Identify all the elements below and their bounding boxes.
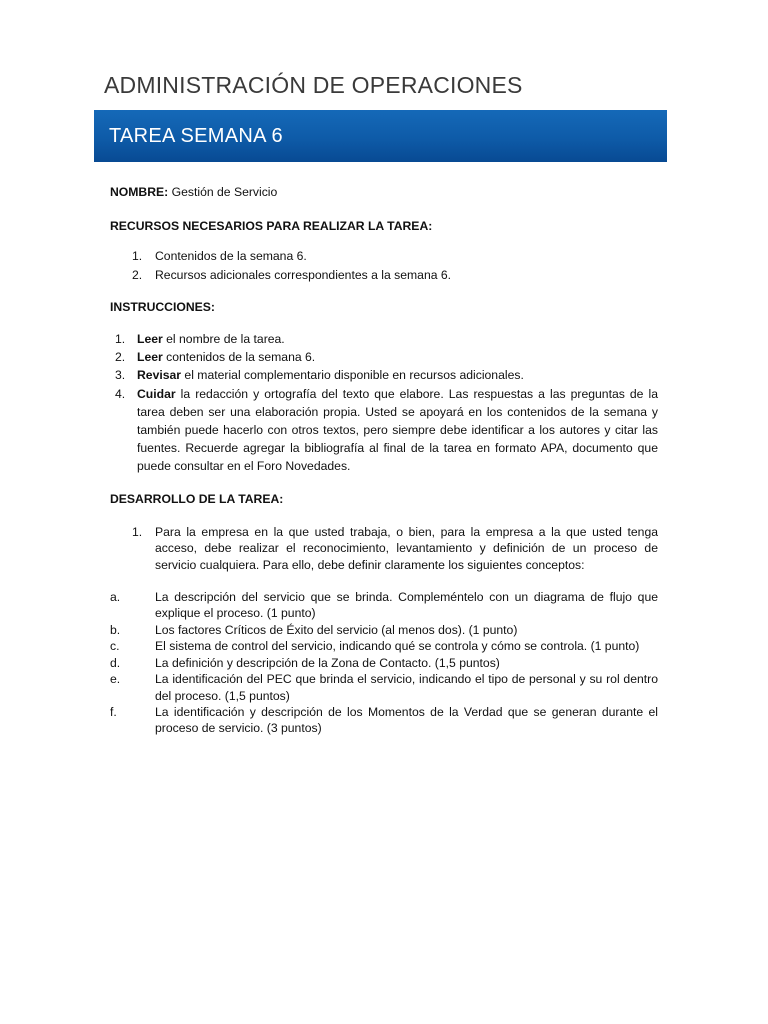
list-letter: f. xyxy=(110,704,117,719)
list-text: Recursos adicionales correspondientes a la semana 6. xyxy=(155,267,452,282)
list-number: 1. xyxy=(132,524,143,539)
list-letter: a. xyxy=(110,590,121,605)
list-number: 4. xyxy=(115,386,126,401)
list-item xyxy=(110,385,658,476)
concept-text: La definición y descripción de la Zona de Contacto. (1,5 puntos) xyxy=(155,655,500,670)
list-number: 2. xyxy=(115,350,126,365)
list-item xyxy=(110,366,658,384)
instructions-heading: INSTRUCCIONES: xyxy=(110,299,215,314)
resources-heading: RECURSOS NECESARIOS PARA REALIZAR LA TAREA: xyxy=(110,219,433,234)
list-item xyxy=(110,348,658,366)
list-text: Contenidos de la semana 6. xyxy=(155,249,307,264)
name-label: NOMBRE: xyxy=(110,185,169,199)
instruction-text: contenidos de la semana 6. xyxy=(162,350,316,365)
name-value: Gestión de Servicio xyxy=(168,185,278,199)
course-title: ADMINISTRACIÓN DE OPERACIONES xyxy=(104,72,523,98)
instructions-list xyxy=(110,330,658,476)
concept-text: La identificación del PEC que brinda el servicio, indicando el tipo de personal y su rol dentro del proceso. (1,5 puntos) xyxy=(155,672,658,703)
list-item xyxy=(110,671,658,704)
list-number: 2. xyxy=(132,267,143,282)
list-number: 1. xyxy=(115,332,126,347)
name-line xyxy=(110,183,658,201)
development-block xyxy=(110,524,658,737)
list-letter: b. xyxy=(110,622,121,637)
instruction-text: el nombre de la tarea. xyxy=(162,332,285,347)
concept-text: La identificación y descripción de los Momentos de la Verdad que se generan durante el proceso de servicio. (3 puntos) xyxy=(155,704,658,736)
list-item xyxy=(110,524,658,573)
instruction-verb: Leer xyxy=(137,350,163,365)
development-list xyxy=(110,524,658,573)
task-banner xyxy=(94,110,667,162)
document-body xyxy=(110,183,658,737)
list-letter: d. xyxy=(110,655,121,670)
list-item xyxy=(110,655,658,671)
task-title: TAREA SEMANA 6 xyxy=(109,124,283,147)
list-item xyxy=(110,622,658,638)
concept-text: El sistema de control del servicio, indicando qué se controla y cómo se controla. (1 punto) xyxy=(155,639,640,654)
list-number: 3. xyxy=(115,368,126,383)
instruction-verb: Cuidar xyxy=(137,386,176,401)
list-item xyxy=(110,247,658,265)
list-item xyxy=(110,330,658,348)
instruction-text: el material complementario disponible en recursos adicionales. xyxy=(181,368,524,383)
instruction-verb: Leer xyxy=(137,332,163,347)
list-number: 1. xyxy=(132,249,143,264)
list-item xyxy=(110,638,658,654)
list-item xyxy=(110,266,658,284)
development-heading: DESARROLLO DE LA TAREA: xyxy=(110,491,284,506)
instruction-text: la redacción y ortografía del texto que elabore. Las respuestas a las preguntas de la tarea deben ser una elaboración propia. Usted se apoyará en los contenidos de la semana y también puede hacerlo con otros textos, pero siempre debe identificar a los autores y citar las fuentes. Recuerde agregar la bibliografía al final de la tarea en formato APA, documento que puede consultar en el Foro Novedades. xyxy=(137,386,658,474)
concept-text: Los factores Críticos de Éxito del servicio (al menos dos). (1 punto) xyxy=(155,622,518,637)
instruction-verb: Revisar xyxy=(137,368,182,383)
concepts-list xyxy=(110,589,658,737)
resources-list xyxy=(110,247,658,283)
concept-text: La descripción del servicio que se brinda. Compleméntelo con un diagrama de flujo que explique el proceso. (1 punto) xyxy=(155,590,658,621)
development-intro: Para la empresa en la que usted trabaja, o bien, para la empresa a la que usted tenga acceso, debe realizar el reconocimiento, levantamiento y definición de un proceso de servicio cualquiera. Para ello, debe definir claramente los siguientes conceptos: xyxy=(155,524,658,572)
list-item xyxy=(110,589,658,622)
list-letter: c. xyxy=(110,639,120,654)
list-letter: e. xyxy=(110,672,121,687)
list-item xyxy=(110,704,658,737)
